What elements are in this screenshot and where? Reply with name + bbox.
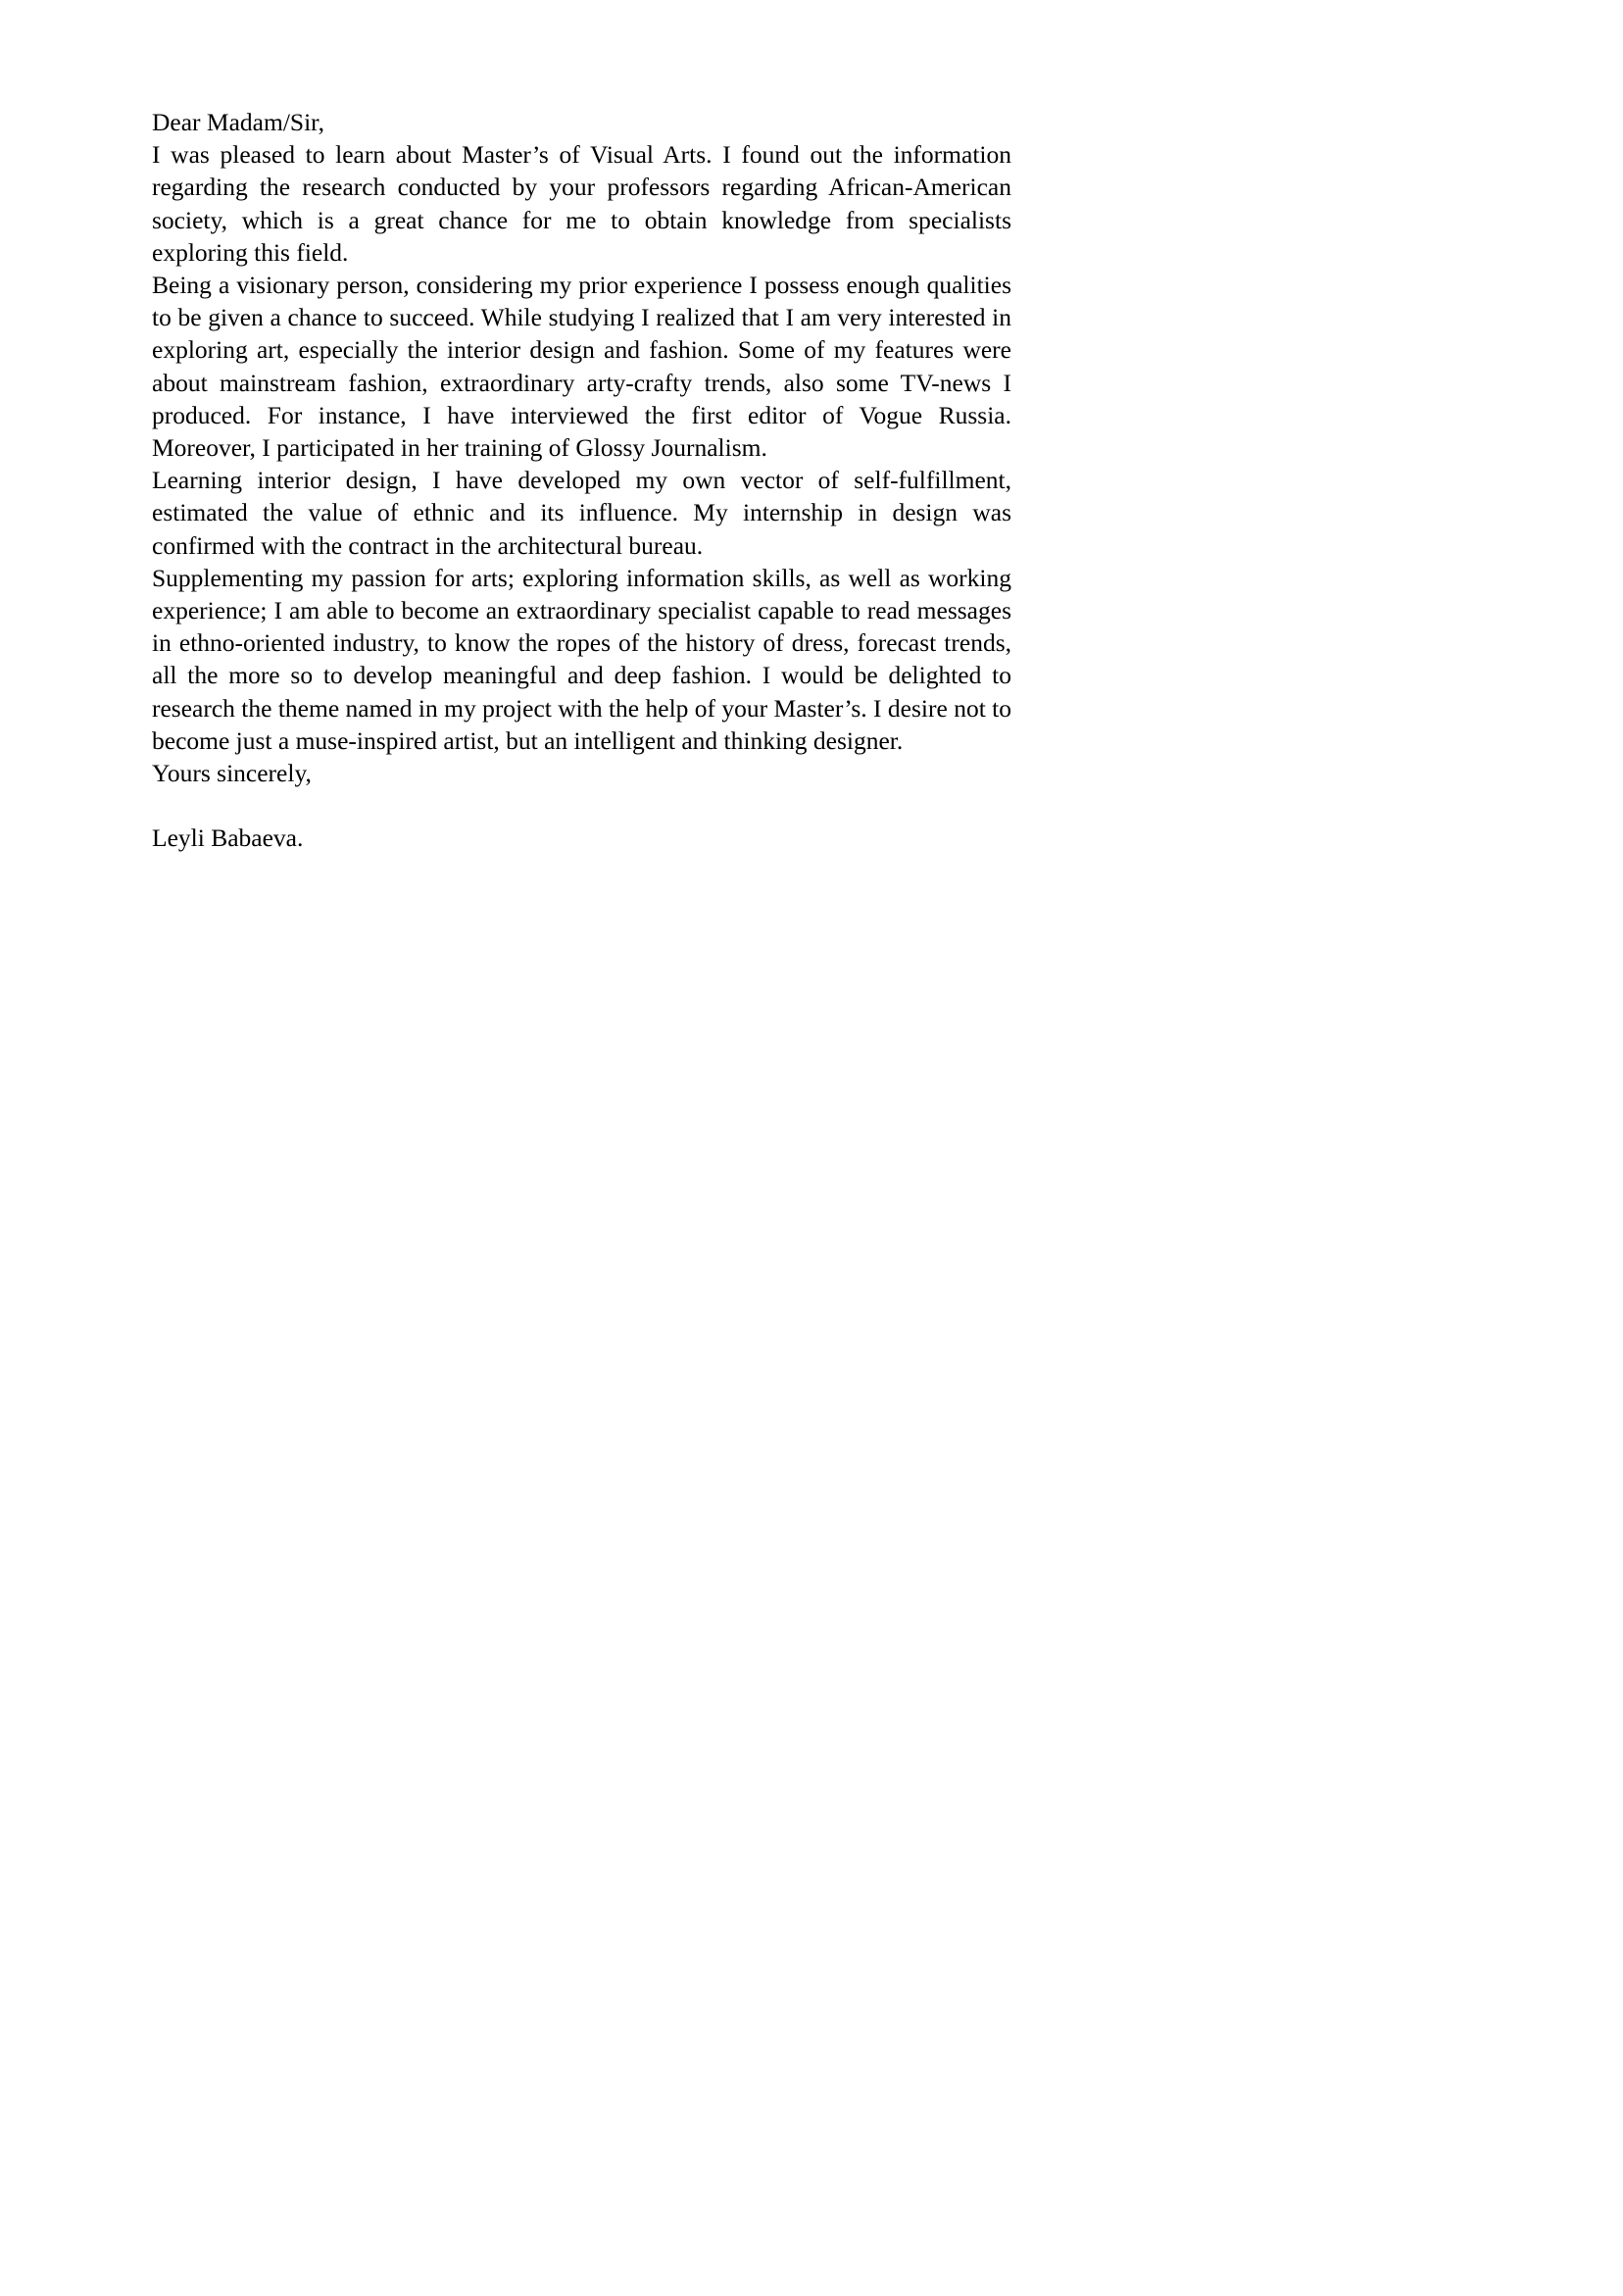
signature-spacer <box>152 789 1011 822</box>
letter-salutation: Dear Madam/Sir, <box>152 108 325 136</box>
letter-paragraph-2: Being a visionary person, considering my prior experience I possess enough qualities to be given a chance to succeed. While studying I realized that I am very interested in exploring art, especially the interior design and fashion. Some of my features were about mainstream fashion, extraordinary arty-crafty trends, also some TV-news I produced. For instance, I have interviewed the first editor of Vogue Russia. Moreover, I participated in her training of Glossy Journalism. <box>152 271 1011 463</box>
letter-paragraph-3: Learning interior design, I have developed my own vector of self-fulfillment, estimated the value of ethnic and its influence. My internship in design was confirmed with the contract in the architectural bureau. <box>152 466 1011 560</box>
letter-signature: Leyli Babaeva. <box>152 824 304 853</box>
letter-body <box>152 106 1011 855</box>
letter-closing: Yours sincerely, <box>152 759 312 788</box>
letter-paragraph-1: I was pleased to learn about Master’s of Visual Arts. I found out the information regarding the research conducted by your professors regarding African-American society, which is a great chance for me to obtain knowledge from specialists exploring this field. <box>152 140 1011 267</box>
letter-paragraph-4: Supplementing my passion for arts; exploring information skills, as well as working experience; I am able to become an extraordinary specialist capable to read messages in ethno-oriented industry, to know the ropes of the history of dress, forecast trends, all the more so to develop meaningful and deep fashion. I would be delighted to research the theme named in my project with the help of your Master’s. I desire not to become just a muse-inspired artist, but an intelligent and thinking designer. <box>152 563 1011 755</box>
